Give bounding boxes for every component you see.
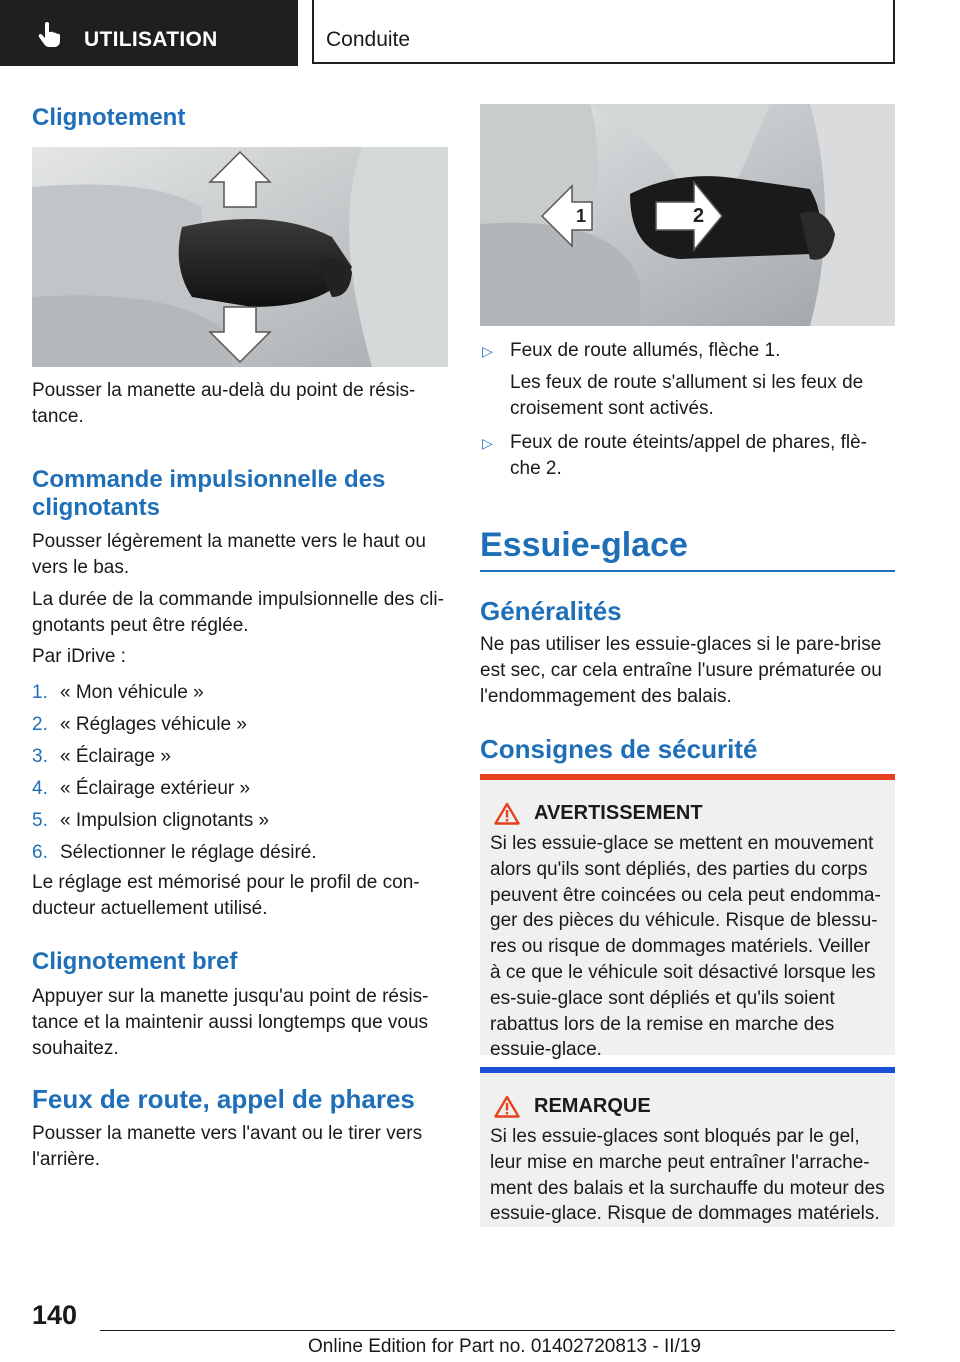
warning-text: Si les essuie-glace se mettent en mouvement alors qu'ils sont dépliés, des parties du corps peuvent être coincées ou cela peut endomma-ger des pièces du véhicule. Risque de blessu-res ou risque de dommages matériels. Veiller à ce que le véhicule soit désactivé lorsque les es-suie-glace sont dépliés et qu'ils soient rabattus lors de la remise en marche des essuie-glace. [490, 833, 881, 1061]
paragraph-idrive: Par iDrive : [32, 646, 126, 667]
heading-generalites: Généralités [480, 596, 622, 626]
heading-underline [480, 570, 895, 572]
high-beam-list [480, 338, 895, 482]
chapter-title: Conduite [326, 28, 411, 51]
edition-footer: Online Edition for Part no. 01402720813 - II/19 [308, 1336, 701, 1357]
notice-triangle-icon [494, 1095, 520, 1118]
notice-bar [480, 1067, 895, 1073]
hand-pointer-icon [36, 20, 64, 48]
high-beam-stalk-image [480, 104, 895, 326]
warning-title: AVERTISSEMENT [534, 802, 703, 824]
turn-signal-stalk-image [32, 147, 448, 367]
chapter-tab [312, 0, 895, 64]
warning-box [480, 774, 895, 1061]
list-item: 3. « Éclairage » [32, 746, 171, 767]
triangle-bullet-icon: ▷ [482, 343, 493, 359]
list-item: 6. Sélectionner le réglage désiré. [32, 842, 317, 863]
paragraph-feux: Pousser la manette vers l'avant ou le tirer vers l'arrière. [32, 1123, 423, 1170]
paragraph-generalites: Ne pas utiliser les essuie-glaces si le pare-brise est sec, car cela entraîne l'usure prématurée ou l'endommagement des balais. [480, 634, 882, 707]
paragraph-bref: Appuyer sur la manette jusqu'au point de résis-tance et la maintenir aussi longtemps que vous souhaitez. [32, 986, 429, 1059]
heading-feux-de-route: Feux de route, appel de phares [32, 1084, 415, 1114]
heading-consignes: Consignes de sécurité [480, 734, 758, 764]
paragraph-legerement: Pousser légèrement la manette vers le haut ou vers le bas. [32, 531, 426, 578]
list-item: 5. « Impulsion clignotants » [32, 810, 270, 831]
footer-divider [100, 1330, 895, 1331]
list-item: ▷ Feux de route allumés, flèche 1. Les feux de route s'allument si les feux de croisement sont activés. [482, 340, 864, 419]
list-item: ▷ Feux de route éteints/appel de phares, flè-che 2. [482, 432, 868, 479]
idrive-steps-list [32, 677, 448, 869]
section-title: UTILISATION [84, 28, 218, 51]
warning-triangle-icon [494, 802, 520, 825]
warning-bar [480, 774, 895, 780]
list-item: 1. « Mon véhicule » [32, 682, 204, 703]
section-tab [0, 0, 298, 66]
arrow-1-label: 1 [576, 206, 587, 226]
triangle-bullet-icon: ▷ [482, 435, 493, 451]
notice-title: REMARQUE [534, 1095, 651, 1117]
heading-clignotement: Clignotement [32, 104, 186, 131]
list-item: 2. « Réglages véhicule » [32, 714, 247, 735]
page-number: 140 [32, 1300, 78, 1330]
heading-commande-impulsionnelle: Commande impulsionnelle des clignotants [32, 466, 386, 521]
paragraph-duree: La durée de la commande impulsionnelle des cli-gnotants peut être réglée. [32, 589, 444, 636]
notice-box [480, 1067, 895, 1227]
notice-text: Si les essuie-glaces sont bloqués par le gel, leur mise en marche peut entraîner l'arrache-ment des balais et la surchauffe du moteur des essuie-glace. Risque de dommages matériels. [490, 1126, 885, 1225]
paragraph-memorise: Le réglage est mémorisé pour le profil de con-ducteur actuellement utilisé. [32, 872, 420, 919]
heading-clignotement-bref: Clignotement bref [32, 948, 238, 975]
paragraph-pousser: Pousser la manette au-delà du point de résis-tance. [32, 380, 416, 427]
heading-essuie-glace: Essuie-glace [480, 526, 688, 564]
list-item: 4. « Éclairage extérieur » [32, 778, 251, 799]
arrow-2-label: 2 [693, 205, 705, 227]
